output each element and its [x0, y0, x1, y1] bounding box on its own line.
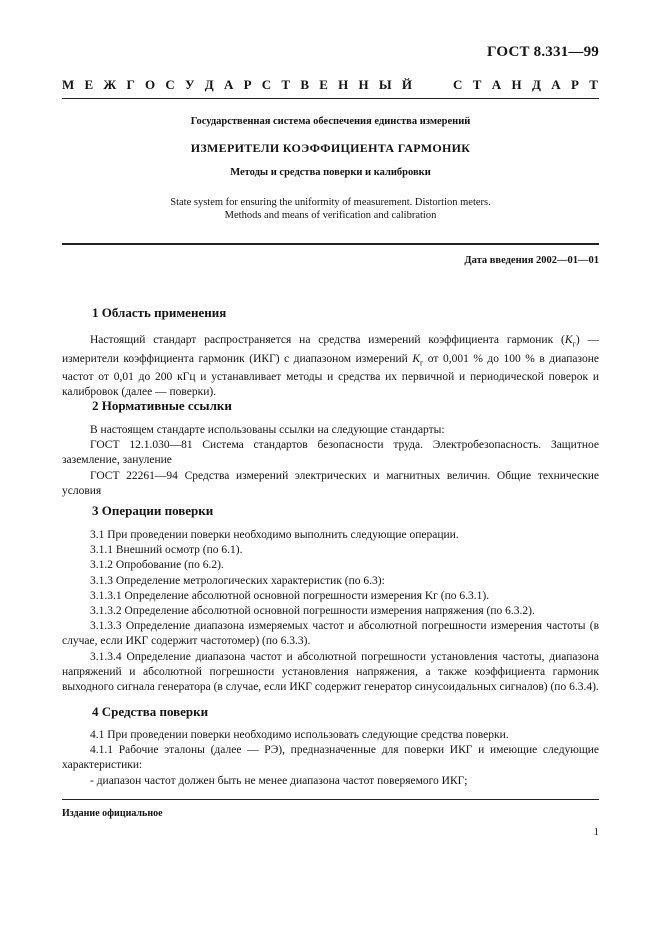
- section-2-intro: В настоящем стандарте использованы ссылки на следующие стандарты:: [90, 424, 445, 436]
- series-word-standard: С Т А Н Д А Р Т: [453, 77, 598, 92]
- section-3-item: 3.1 При проведении поверки необходимо выполнить следующие операции.: [90, 529, 459, 541]
- section-4-item-41: 4.1 При проведении поверки необходимо использовать следующие средства поверки.: [90, 729, 509, 741]
- section-3-heading: 3 Операции поверки: [92, 503, 214, 518]
- english-title-line-2: Methods and means of verification and calibration: [224, 210, 437, 221]
- section-3-item: 3.1.3.1 Определение абсолютной основной погрешности измерения Kг (по 6.3.1).: [90, 589, 490, 602]
- document-number: ГОСТ 8.331—99: [487, 44, 599, 60]
- english-title-line-1: State system for ensuring the uniformity of measurement. Distortion meters.: [170, 197, 491, 208]
- section-2-body: [62, 423, 599, 499]
- section-3-item: 3.1.2 Опробование (по 6.2).: [90, 559, 224, 572]
- section-1-body: [62, 333, 599, 400]
- subtitle: Методы и средства поверки и калибровки: [230, 167, 431, 178]
- section-2-ref-2: ГОСТ 22261—94 Средства измерений электрических и магнитных величин. Общие технические условия: [62, 469, 599, 497]
- page-number: 1: [593, 826, 599, 838]
- section-3-item: 3.1.1 Внешний осмотр (по 6.1).: [90, 544, 243, 557]
- section-2-ref-1: ГОСТ 12.1.030—81 Система стандартов безопасности труда. Электробезопасность. Защитное заземление, зануление: [62, 439, 599, 467]
- system-title: Государственная система обеспечения единства измерений: [190, 116, 471, 127]
- english-title: [62, 196, 599, 222]
- section-1-text: Настоящий стандарт распространяется на средства измерений коэффициента гармоник $(K_г)$ — измерители коэффициента гармоник (ИКГ) с диапазоном измерений $K_г$ от 0,001 % до 100 % в диапазоне частот от 0,01 до 200 кГц и устанавливает методы и средства их первичной и периодической поверок и калибровок (далее — поверки).: [62, 334, 600, 399]
- main-title: ИЗМЕРИТЕЛИ КОЭФФИЦИЕНТА ГАРМОНИК: [190, 141, 471, 155]
- section-4-heading: 4 Средства поверки: [92, 704, 209, 719]
- section-3-item-3133: 3.1.3.3 Определение диапазона измеряемых частот и абсолютной погрешности измерения частоты (в случае, если ИКГ содержит частотомер) (по 6.3.3).: [62, 620, 599, 648]
- section-4-bullet: - диапазон частот должен быть не менее диапазона частот поверяемого ИКГ;: [90, 774, 468, 787]
- section-3-item: 3.1.3 Определение метрологических характеристик (по 6.3):: [90, 574, 385, 587]
- title-block-rule: [62, 243, 599, 245]
- section-3-body: [62, 528, 599, 695]
- series-word-interstate: М Е Ж Г О С У Д А Р С Т В Е Н Н Ы Й: [62, 77, 412, 92]
- header-rule: [62, 98, 599, 99]
- section-1-heading: 1 Область применения: [92, 305, 227, 320]
- section-3-item: 3.1.3.2 Определение абсолютной основной погрешности измерения напряжения (по 6.3.2).: [90, 605, 535, 618]
- footer-rule: [62, 799, 599, 800]
- standard-series-heading: [62, 77, 598, 93]
- section-4-body: [62, 728, 599, 789]
- official-edition-label: Издание официальное: [62, 808, 163, 819]
- section-2-heading: 2 Нормативные ссылки: [92, 398, 232, 413]
- introduction-date: Дата введения 2002—01—01: [464, 255, 599, 266]
- section-3-item-3134: 3.1.3.4 Определение диапазона частот и абсолютной погрешности установления частоты, диапазона напряжений и абсолютной погрешности установления напряжения, а также коэффициента гармоник выходного сигнала генератора (в случае, если ИКГ содержит генератор синусоидальных сигналов) (по 6.3.4).: [62, 650, 599, 694]
- section-4-item-411: 4.1.1 Рабочие эталоны (далее — РЭ), предназначенные для поверки ИКГ и имеющие следующие характеристики:: [62, 744, 599, 772]
